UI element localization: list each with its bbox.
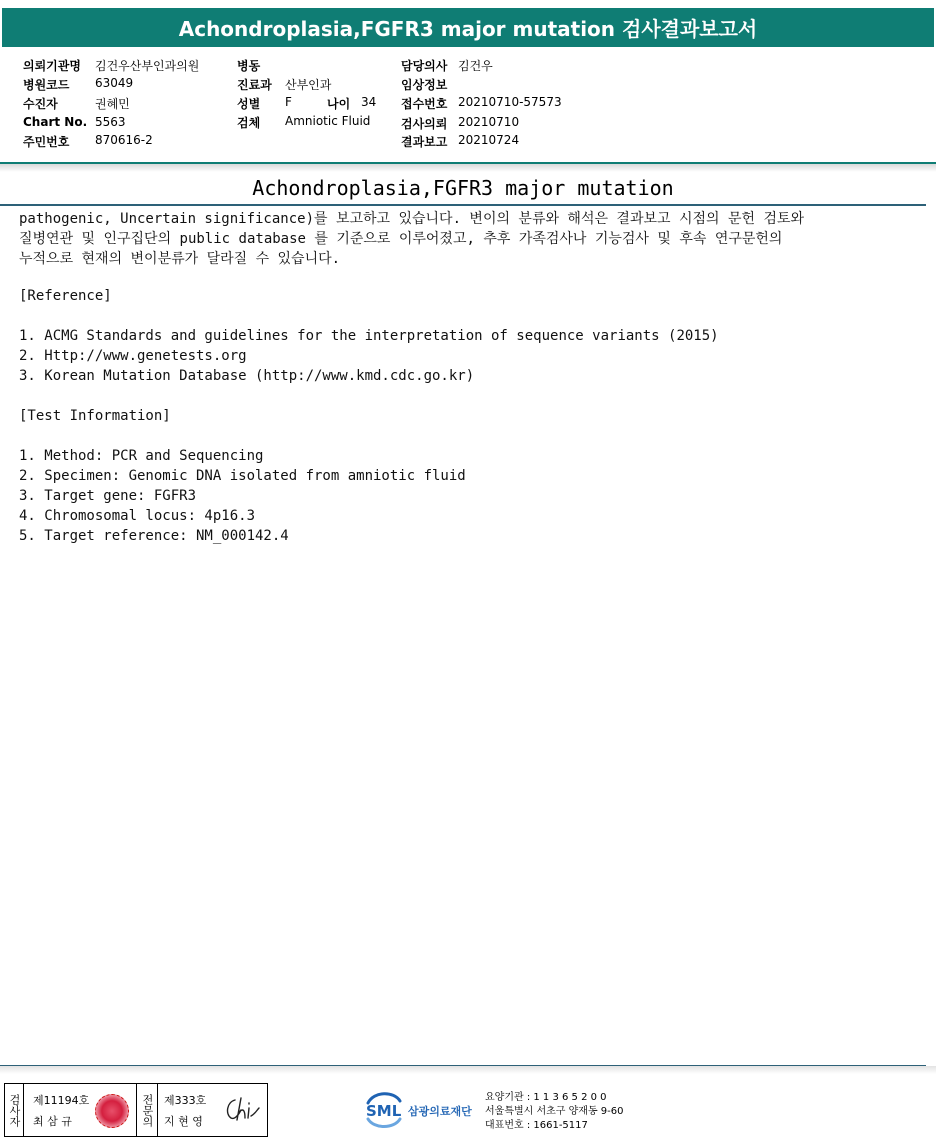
field-label: 주민번호 xyxy=(23,135,70,149)
field-label: 병원코드 xyxy=(23,78,70,92)
test-info-item: 5. Target reference: NM_000142.4 xyxy=(19,528,289,544)
field-value: 34 xyxy=(361,95,377,109)
field-value: 산부인과 xyxy=(285,78,332,92)
field-value: 20210724 xyxy=(458,133,520,147)
org-info xyxy=(485,1091,624,1133)
field-label: 검사의뢰 xyxy=(401,117,448,131)
signer1-role xyxy=(6,1084,22,1136)
header-shadow xyxy=(0,164,936,172)
seal-stamp-icon xyxy=(95,1094,129,1128)
signer2-name: 지 현 영 xyxy=(164,1115,203,1128)
field-label: 접수번호 xyxy=(401,97,448,111)
section-divider xyxy=(0,204,926,206)
logo-text: SML xyxy=(366,1102,402,1120)
field-value: F xyxy=(285,95,292,109)
field-label: 검체 xyxy=(237,116,261,130)
body-line: 질병연관 및 인구집단의 public database 를 기준으로 이루어졌고, 추후 가족검사나 기능검사 및 후속 연구문헌의 xyxy=(19,231,783,247)
field-label: 나이 xyxy=(327,97,351,111)
body-line: pathogenic, Uncertain significance)를 보고하고 있습니다. 변이의 분류와 해석은 결과보고 시점의 문헌 검토와 xyxy=(19,211,805,227)
field-label: Chart No. xyxy=(23,115,88,129)
field-label: 병동 xyxy=(237,59,261,73)
field-label: 성별 xyxy=(237,97,261,111)
org-name: 삼광의료재단 xyxy=(408,1105,472,1118)
test-info-item: 2. Specimen: Genomic DNA isolated from amniotic fluid xyxy=(19,468,466,484)
field-label: 임상정보 xyxy=(401,78,448,92)
field-label: 진료과 xyxy=(237,78,272,92)
org-info-line: 서울특별시 서초구 양재동 9-60 xyxy=(485,1106,624,1117)
field-value: 20210710-57573 xyxy=(458,95,562,109)
divider xyxy=(23,1084,24,1136)
patient-header xyxy=(0,52,936,160)
signer2-role-text: 전문의 xyxy=(141,1093,154,1127)
test-info-item: 4. Chromosomal locus: 4p16.3 xyxy=(19,508,256,524)
divider xyxy=(136,1084,137,1136)
signature-icon xyxy=(223,1094,263,1126)
signer1-role-text: 검사자 xyxy=(8,1093,21,1127)
field-label: 결과보고 xyxy=(401,135,448,149)
org-info-line: 대표번호 : 1661-5117 xyxy=(485,1120,588,1131)
field-value: 20210710 xyxy=(458,115,520,129)
test-info-item: 3. Target gene: FGFR3 xyxy=(19,488,197,504)
field-value: Amniotic Fluid xyxy=(285,114,371,128)
reference-item: 2. Http://www.genetests.org xyxy=(19,348,247,364)
signer2-license: 제333호 xyxy=(164,1094,207,1107)
test-info-item: 1. Method: PCR and Sequencing xyxy=(19,448,264,464)
field-value: 김건우 xyxy=(458,59,493,73)
test-info-heading: [Test Information] xyxy=(19,408,171,424)
sml-logo-icon xyxy=(364,1089,476,1131)
signer1-name: 최 삼 규 xyxy=(33,1115,72,1128)
field-label: 담당의사 xyxy=(401,59,448,73)
reference-item: 3. Korean Mutation Database (http://www.kmd.cdc.go.kr) xyxy=(19,368,475,384)
field-value: 870616-2 xyxy=(95,133,153,147)
signature-box xyxy=(4,1083,268,1137)
org-info-line: 요양기관 : 1 1 3 6 5 2 0 0 xyxy=(485,1092,607,1103)
report-title: Achondroplasia,FGFR3 major mutation 검사결과보고서 xyxy=(178,17,758,41)
field-value: 김건우산부인과의원 xyxy=(95,59,200,73)
reference-heading: [Reference] xyxy=(19,288,112,304)
signer1-license: 제11194호 xyxy=(33,1094,90,1107)
field-value: 권혜민 xyxy=(95,97,130,111)
field-label: 의뢰기관명 xyxy=(23,59,81,73)
divider xyxy=(157,1084,158,1136)
field-value: 63049 xyxy=(95,76,134,90)
field-label: 수진자 xyxy=(23,97,58,111)
field-value: 5563 xyxy=(95,115,126,129)
section-title: Achondroplasia,FGFR3 major mutation xyxy=(252,176,674,200)
footer-shadow xyxy=(0,1066,936,1074)
reference-item: 1. ACMG Standards and guidelines for the interpretation of sequence variants (2015) xyxy=(19,328,719,344)
signer2-role xyxy=(139,1084,155,1136)
body-line: 누적으로 현재의 변이분류가 달라질 수 있습니다. xyxy=(19,251,341,267)
report-title-bar xyxy=(2,8,934,47)
